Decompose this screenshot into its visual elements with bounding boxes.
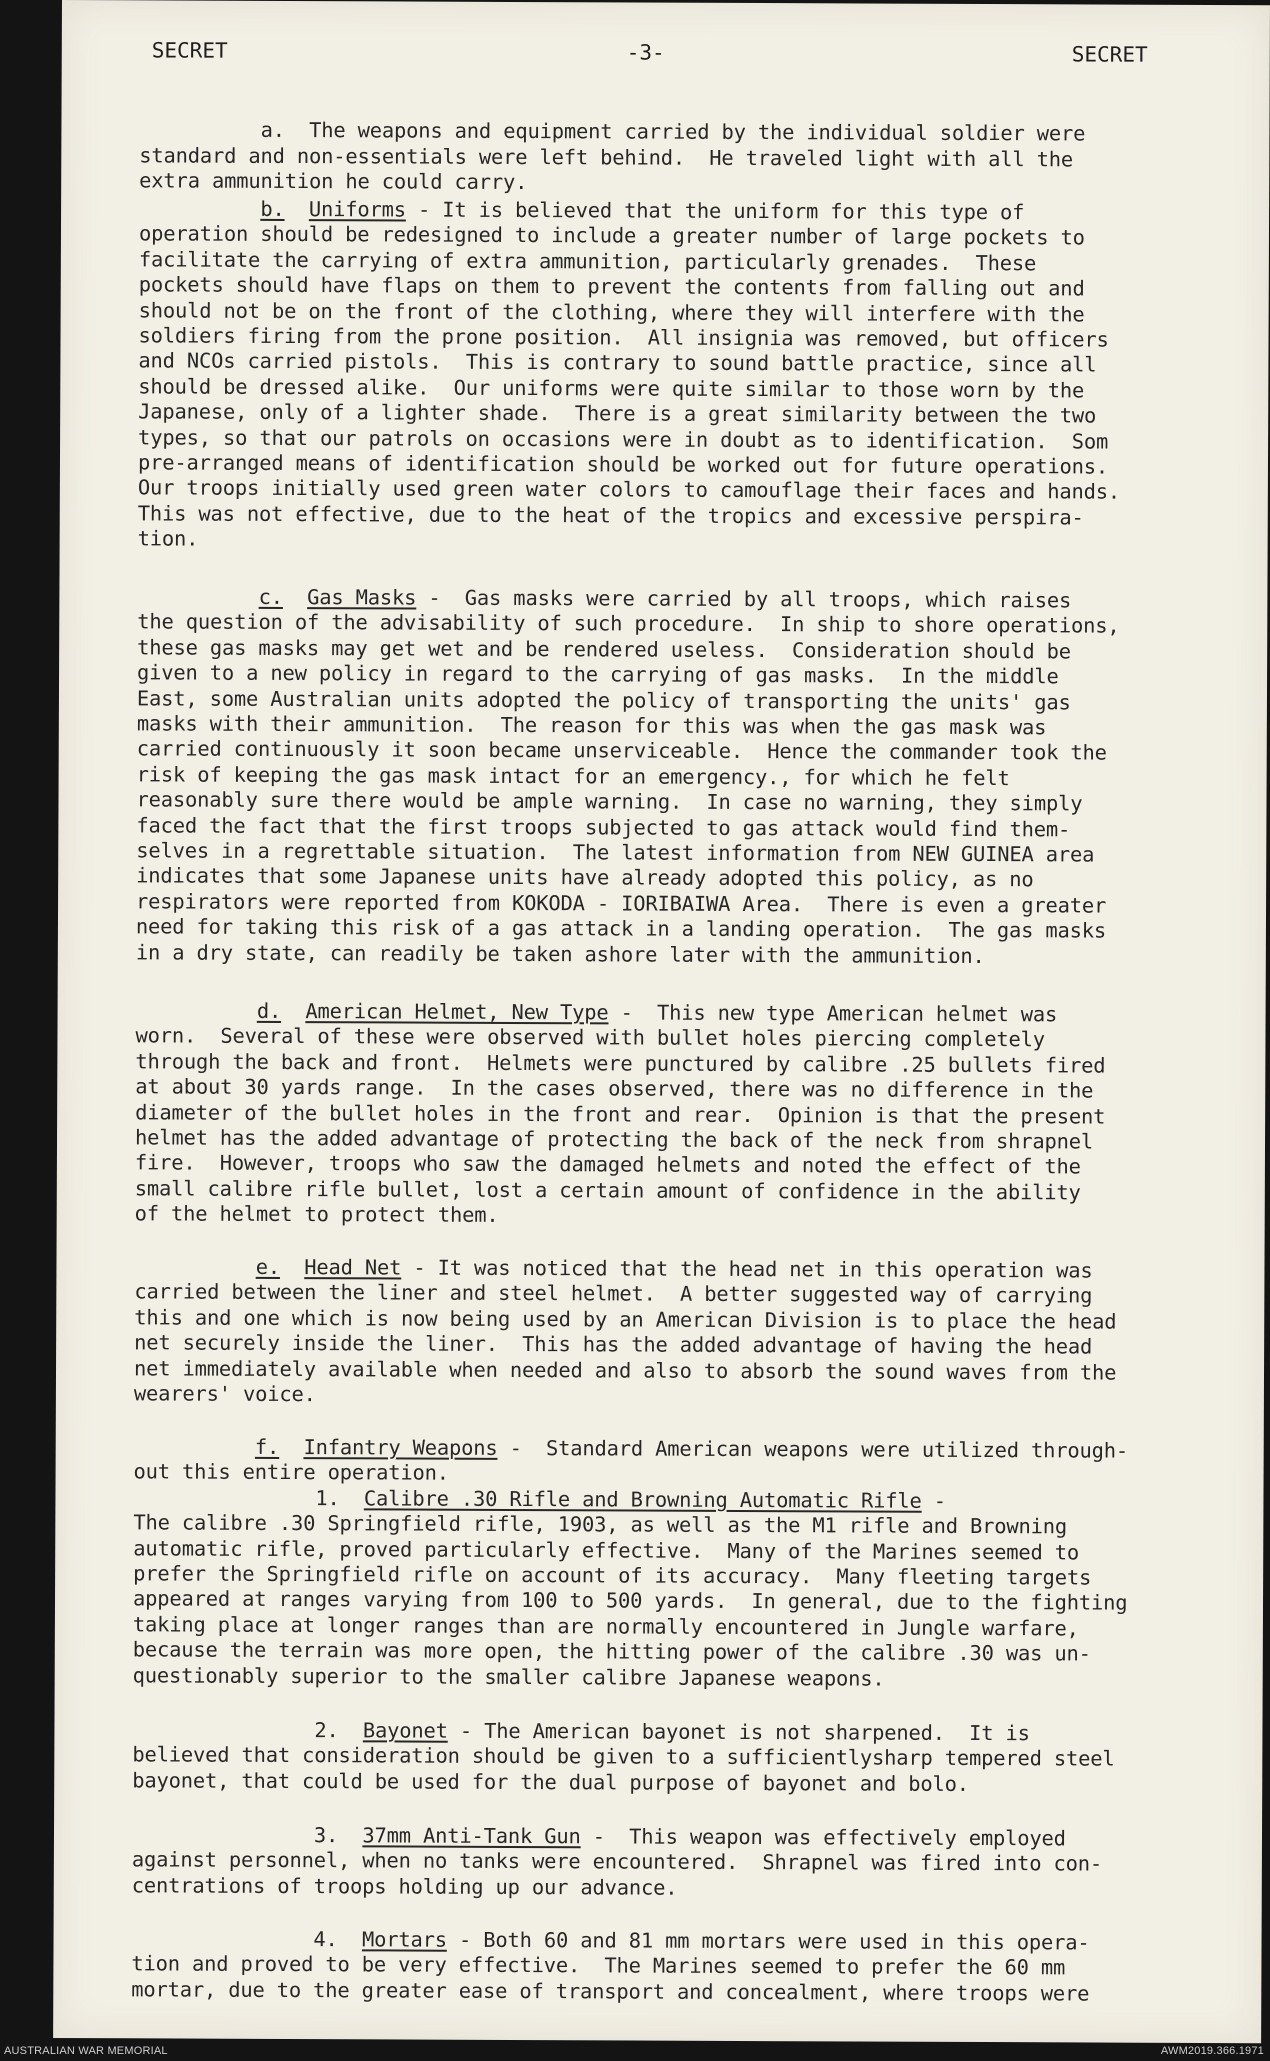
- secret-header-left: SECRET: [151, 38, 228, 63]
- d-title: American Helmet, New Type: [305, 999, 609, 1025]
- f-title: Infantry Weapons: [303, 1435, 498, 1460]
- secret-header-right: SECRET: [1071, 42, 1148, 67]
- e-title: Head Net: [304, 1255, 402, 1280]
- f4-marker: 4.: [313, 1927, 338, 1952]
- b-marker: b.: [260, 196, 285, 221]
- document-page: [53, 0, 1270, 2043]
- paragraph-f-weapons: f. Infantry Weapons - Standard American weapons were utilized through- out this entire operation. 1. Calibre .30 Rifle and Browning Automatic Rifle - The calibre .30 Springfield rifle, 1903, as well as the M1 rifle and Browning automatic rifle, proved particularly effective. Many of the Marines seemed to prefer the Springfield rifle on account of its accuracy. Many fleeting targets appeared at ranges varying from 100 to 500 yards. In general, due to the fighting taking place at longer ranges than are normally encountered in Jungle warfare, because the terrain was more open, the hitting power of the calibre .30 was un- questionably superior to the smaller calibre Japanese weapons.: [132, 1434, 1129, 1691]
- footer-archive-name: AUSTRALIAN WAR MEMORIAL: [4, 2045, 168, 2057]
- c-marker: c.: [258, 584, 283, 609]
- paragraph-f4-mortars: 4. Mortars - Both 60 and 81 mm mortars were used in this opera- tion and proved to be very effective. The Marines seemed to prefer the 60 mm mortar, due to the greater ease of transport and concealment, where troops were: [131, 1927, 1090, 2006]
- f1-marker: 1.: [315, 1485, 340, 1511]
- paragraph-e-head-net: e. Head Net - It was noticed that the head net in this operation was carried between the liner and steel helmet. A better suggested way of carrying this and one which is now being used by an American Division is to place the head net securely inside the liner. This has the added advantage of having the head net immediately available when needed and also to absorb the sound waves from the wearers' voice.: [133, 1254, 1117, 1407]
- d-marker: d.: [256, 998, 282, 1023]
- paragraph-f2-bayonet: 2. Bayonet - The American bayonet is not sharpened. It is believed that consideration should be given to a sufficientlysharp tempered steel bayonet, that could be used for the dual purpose of bayonet and bolo.: [132, 1718, 1115, 1796]
- f2-marker: 2.: [314, 1718, 339, 1743]
- f2-title: Bayonet: [362, 1718, 448, 1743]
- paragraph-a: a. The weapons and equipment carried by the individual soldier were standard and non-essentials were left behind. He traveled light with all the extra ammunition he could carry.: [139, 117, 1086, 195]
- f-marker: f.: [254, 1434, 280, 1459]
- e-marker: e.: [255, 1254, 281, 1279]
- page-number: -3-: [626, 40, 665, 65]
- c-title: Gas Masks: [307, 585, 417, 610]
- f1-title: Calibre .30 Rifle and Browning Automatic Rifle: [363, 1486, 922, 1513]
- paragraph-c-gas-masks: c. Gas Masks - Gas masks were carried by all troops, which raises the question of the advisability of such procedure. In ship to shore operations, these gas masks may get wet and be rendered useless. Consideration should be given to a new policy in regard to the carrying of gas masks. In the middle East, some Australian units adopted the policy of transporting the units' gas masks with their ammunition. The reason for this was when the gas mask was carried continuously it soon became unserviceable. Hence the commander took the risk of keeping the gas mask intact for an emergency., for which he felt reasonably sure there would be ample warning. In case no warning, they simply faced the fact that the first troops subjected to gas attack would find them- selves in a regrettable situation. The latest information from NEW GUINEA area indicates that some Japanese units have already adopted this policy, as no respirators were reported from KOKODA - IORIBAIWA Area. There is even a greater need for taking this risk of a gas attack in a landing operation. The gas masks in a dry state, can readily be taken ashore later with the ammunition.: [135, 584, 1120, 968]
- f4-title: Mortars: [361, 1927, 447, 1952]
- paragraph-d-helmet: d. American Helmet, New Type - This new type American helmet was worn. Several of these were observed with bullet holes piercing completely through the back and front. Helmets were punctured by calibre .25 bullets fired at about 30 yards range. In the cases observed, there was no difference in the diameter of the bullet holes in the front and rear. Opinion is that the present helmet has the added advantage of protecting the back of the neck from shrapnel fire. However, troops who saw the damaged helmets and noted the effect of the small calibre rifle bullet, lost a certain amount of confidence in the ability of the helmet to protect them.: [134, 998, 1106, 1228]
- f3-title: 37mm Anti-Tank Gun: [362, 1823, 581, 1849]
- f3-marker: 3.: [313, 1823, 339, 1848]
- b-title: Uniforms: [308, 197, 406, 222]
- paragraph-b-uniforms: b. Uniforms - It is believed that the uniform for this type of operation should be redesigned to include a greater number of large pockets to facilitate the carrying of extra ammunition, particularly grenades. These pockets should have flaps on them to prevent the contents from falling out and should not be on the front of the clothing, where they will interfere with the soldiers firing from the prone position. All insignia was removed, but officers and NCOs carried pistols. This is contrary to sound battle practice, since all should be dressed alike. Our uniforms were quite similar to those worn by the Japanese, only of a lighter shade. There is a great similarity between the two types, so that our patrols on occasions were in doubt as to identification. Som pre-arranged means of identification should be worked out for future operations. Our troops initially used green water colors to camouflage their faces and hands. This was not effective, due to the heat of the tropics and excessive perspira- tion.: [137, 196, 1121, 551]
- paragraph-f3-anti-tank: 3. 37mm Anti-Tank Gun - This weapon was effectively employed against personnel, when no tanks were encountered. Shrapnel was fired into con- centrations of troops holding up our advance.: [131, 1823, 1103, 1900]
- footer-reference-number: AWM2019.366.1971: [1160, 2045, 1264, 2057]
